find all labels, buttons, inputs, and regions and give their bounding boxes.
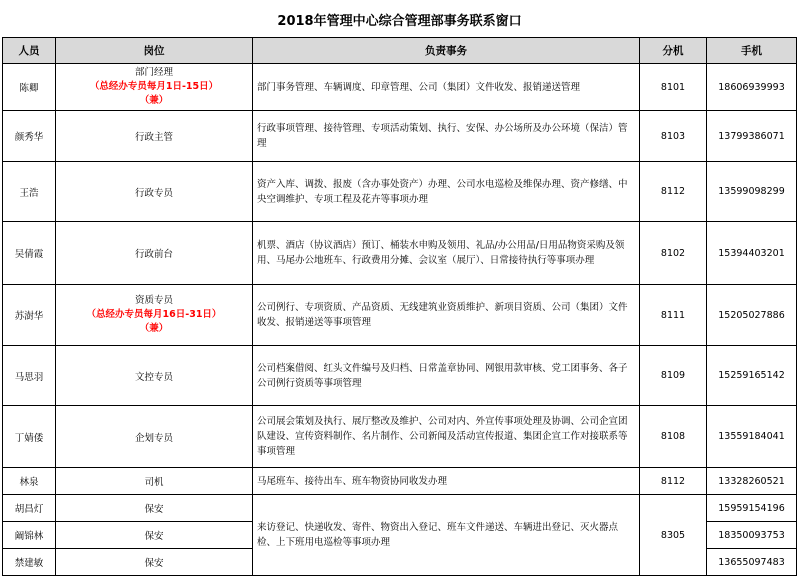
header-duty: 负责事务 — [253, 38, 640, 64]
duty-text: 马尾班车、接待出车、班车物资协同收发办理 — [253, 468, 640, 495]
post-title: 部门经理 — [134, 67, 173, 78]
post-note: （总经办专员每月1日-15日） — [89, 81, 219, 92]
person-name: 吴倩霞 — [3, 222, 56, 285]
table-row — [3, 346, 797, 406]
duty-text: 公司档案借阅、红头文件编号及归档、日常盖章协同、网银用款审核、党工团事务、各子公司例行资质等事项管理 — [253, 346, 640, 406]
duty-text: 资产入库、调拨、报废（含办事处资产）办理、公司水电巡检及维保办理、资产修缮、中央空调维护、专项工程及花卉等事项办理 — [253, 162, 640, 222]
mobile-phone: 13559184041 — [707, 406, 797, 468]
table-row — [3, 162, 797, 222]
header-person: 人员 — [3, 38, 56, 64]
mobile-phone: 15394403201 — [707, 222, 797, 285]
extension: 8112 — [640, 468, 707, 495]
mobile-phone: 15205027886 — [707, 285, 797, 346]
guard-duty-text: 来访登记、快递收发、寄件、物资出入登记、班车文件递送、车辆进出登记、灭火器点检、上下班用电巡检等事项办理 — [253, 495, 640, 576]
post-title: 保安 — [56, 549, 253, 576]
duty-text: 公司展会策划及执行、展厅整改及维护、公司对内、外宣传事项处理及协调、公司企宣团队建设、宣传资料制作、名片制作、公司新闻及活动宣传报道、集团企宣工作对接联系等事项管理 — [253, 406, 640, 468]
person-name: 胡昌灯 — [3, 495, 56, 522]
table-row — [3, 406, 797, 468]
header-post: 岗位 — [56, 38, 253, 64]
post-title: 资质专员 — [134, 295, 173, 306]
post-title: 司机 — [56, 468, 253, 495]
extension: 8109 — [640, 346, 707, 406]
mobile-phone: 18350093753 — [707, 522, 797, 549]
header-phone: 手机 — [707, 38, 797, 64]
mobile-phone: 13655097483 — [707, 549, 797, 576]
mobile-phone: 13328260521 — [707, 468, 797, 495]
duty-text: 公司例行、专项资质、产品资质、无线建筑业资质维护、新项目资质、公司（集团）文件收发、报销递送等事项管理 — [253, 285, 640, 346]
post-title: 保安 — [56, 495, 253, 522]
post-note-concurrent: （兼） — [139, 323, 169, 334]
person-name: 陈卿 — [3, 64, 56, 111]
duty-text: 机票、酒店（协议酒店）预订、桶装水申购及领用、礼品/办公用品/日用品物资采购及领用、马尾办公地班车、行政费用分摊、会议室（展厅）、日常接待执行等事项办理 — [253, 222, 640, 285]
extension: 8103 — [640, 111, 707, 162]
guard-extension: 8305 — [640, 495, 707, 576]
header-row — [3, 38, 797, 64]
extension: 8112 — [640, 162, 707, 222]
person-name: 阚锦林 — [3, 522, 56, 549]
sheet-title: 2018年管理中心综合管理部事务联系窗口 — [3, 0, 797, 38]
mobile-phone: 18606939993 — [707, 64, 797, 111]
table-row — [3, 285, 797, 346]
extension: 8101 — [640, 64, 707, 111]
mobile-phone: 15259165142 — [707, 346, 797, 406]
post-cell — [56, 285, 253, 346]
contact-table — [2, 0, 797, 576]
table-row — [3, 64, 797, 111]
post-note-concurrent: （兼） — [139, 95, 169, 106]
extension: 8108 — [640, 406, 707, 468]
table-row — [3, 495, 797, 522]
person-name: 颜秀华 — [3, 111, 56, 162]
title-row — [3, 0, 797, 38]
extension: 8102 — [640, 222, 707, 285]
post-title: 行政前台 — [56, 222, 253, 285]
mobile-phone: 13599098299 — [707, 162, 797, 222]
table-row — [3, 468, 797, 495]
person-name: 马思羽 — [3, 346, 56, 406]
person-name: 王浩 — [3, 162, 56, 222]
post-note: （总经办专员每月16日-31日） — [86, 309, 222, 320]
table-row — [3, 222, 797, 285]
table-row — [3, 111, 797, 162]
duty-text: 行政事项管理、接待管理、专项活动策划、执行、安保、办公场所及办公环境（保洁）管理 — [253, 111, 640, 162]
post-title: 文控专员 — [56, 346, 253, 406]
post-title: 行政专员 — [56, 162, 253, 222]
post-cell — [56, 64, 253, 111]
extension: 8111 — [640, 285, 707, 346]
person-name: 林泉 — [3, 468, 56, 495]
header-ext: 分机 — [640, 38, 707, 64]
person-name: 禁建敏 — [3, 549, 56, 576]
mobile-phone: 15959154196 — [707, 495, 797, 522]
duty-text: 部门事务管理、车辆调度、印章管理、公司（集团）文件收发、报销递送管理 — [253, 64, 640, 111]
person-name: 丁婧倭 — [3, 406, 56, 468]
post-title: 保安 — [56, 522, 253, 549]
post-title: 企划专员 — [56, 406, 253, 468]
mobile-phone: 13799386071 — [707, 111, 797, 162]
person-name: 苏澍华 — [3, 285, 56, 346]
post-title: 行政主管 — [56, 111, 253, 162]
